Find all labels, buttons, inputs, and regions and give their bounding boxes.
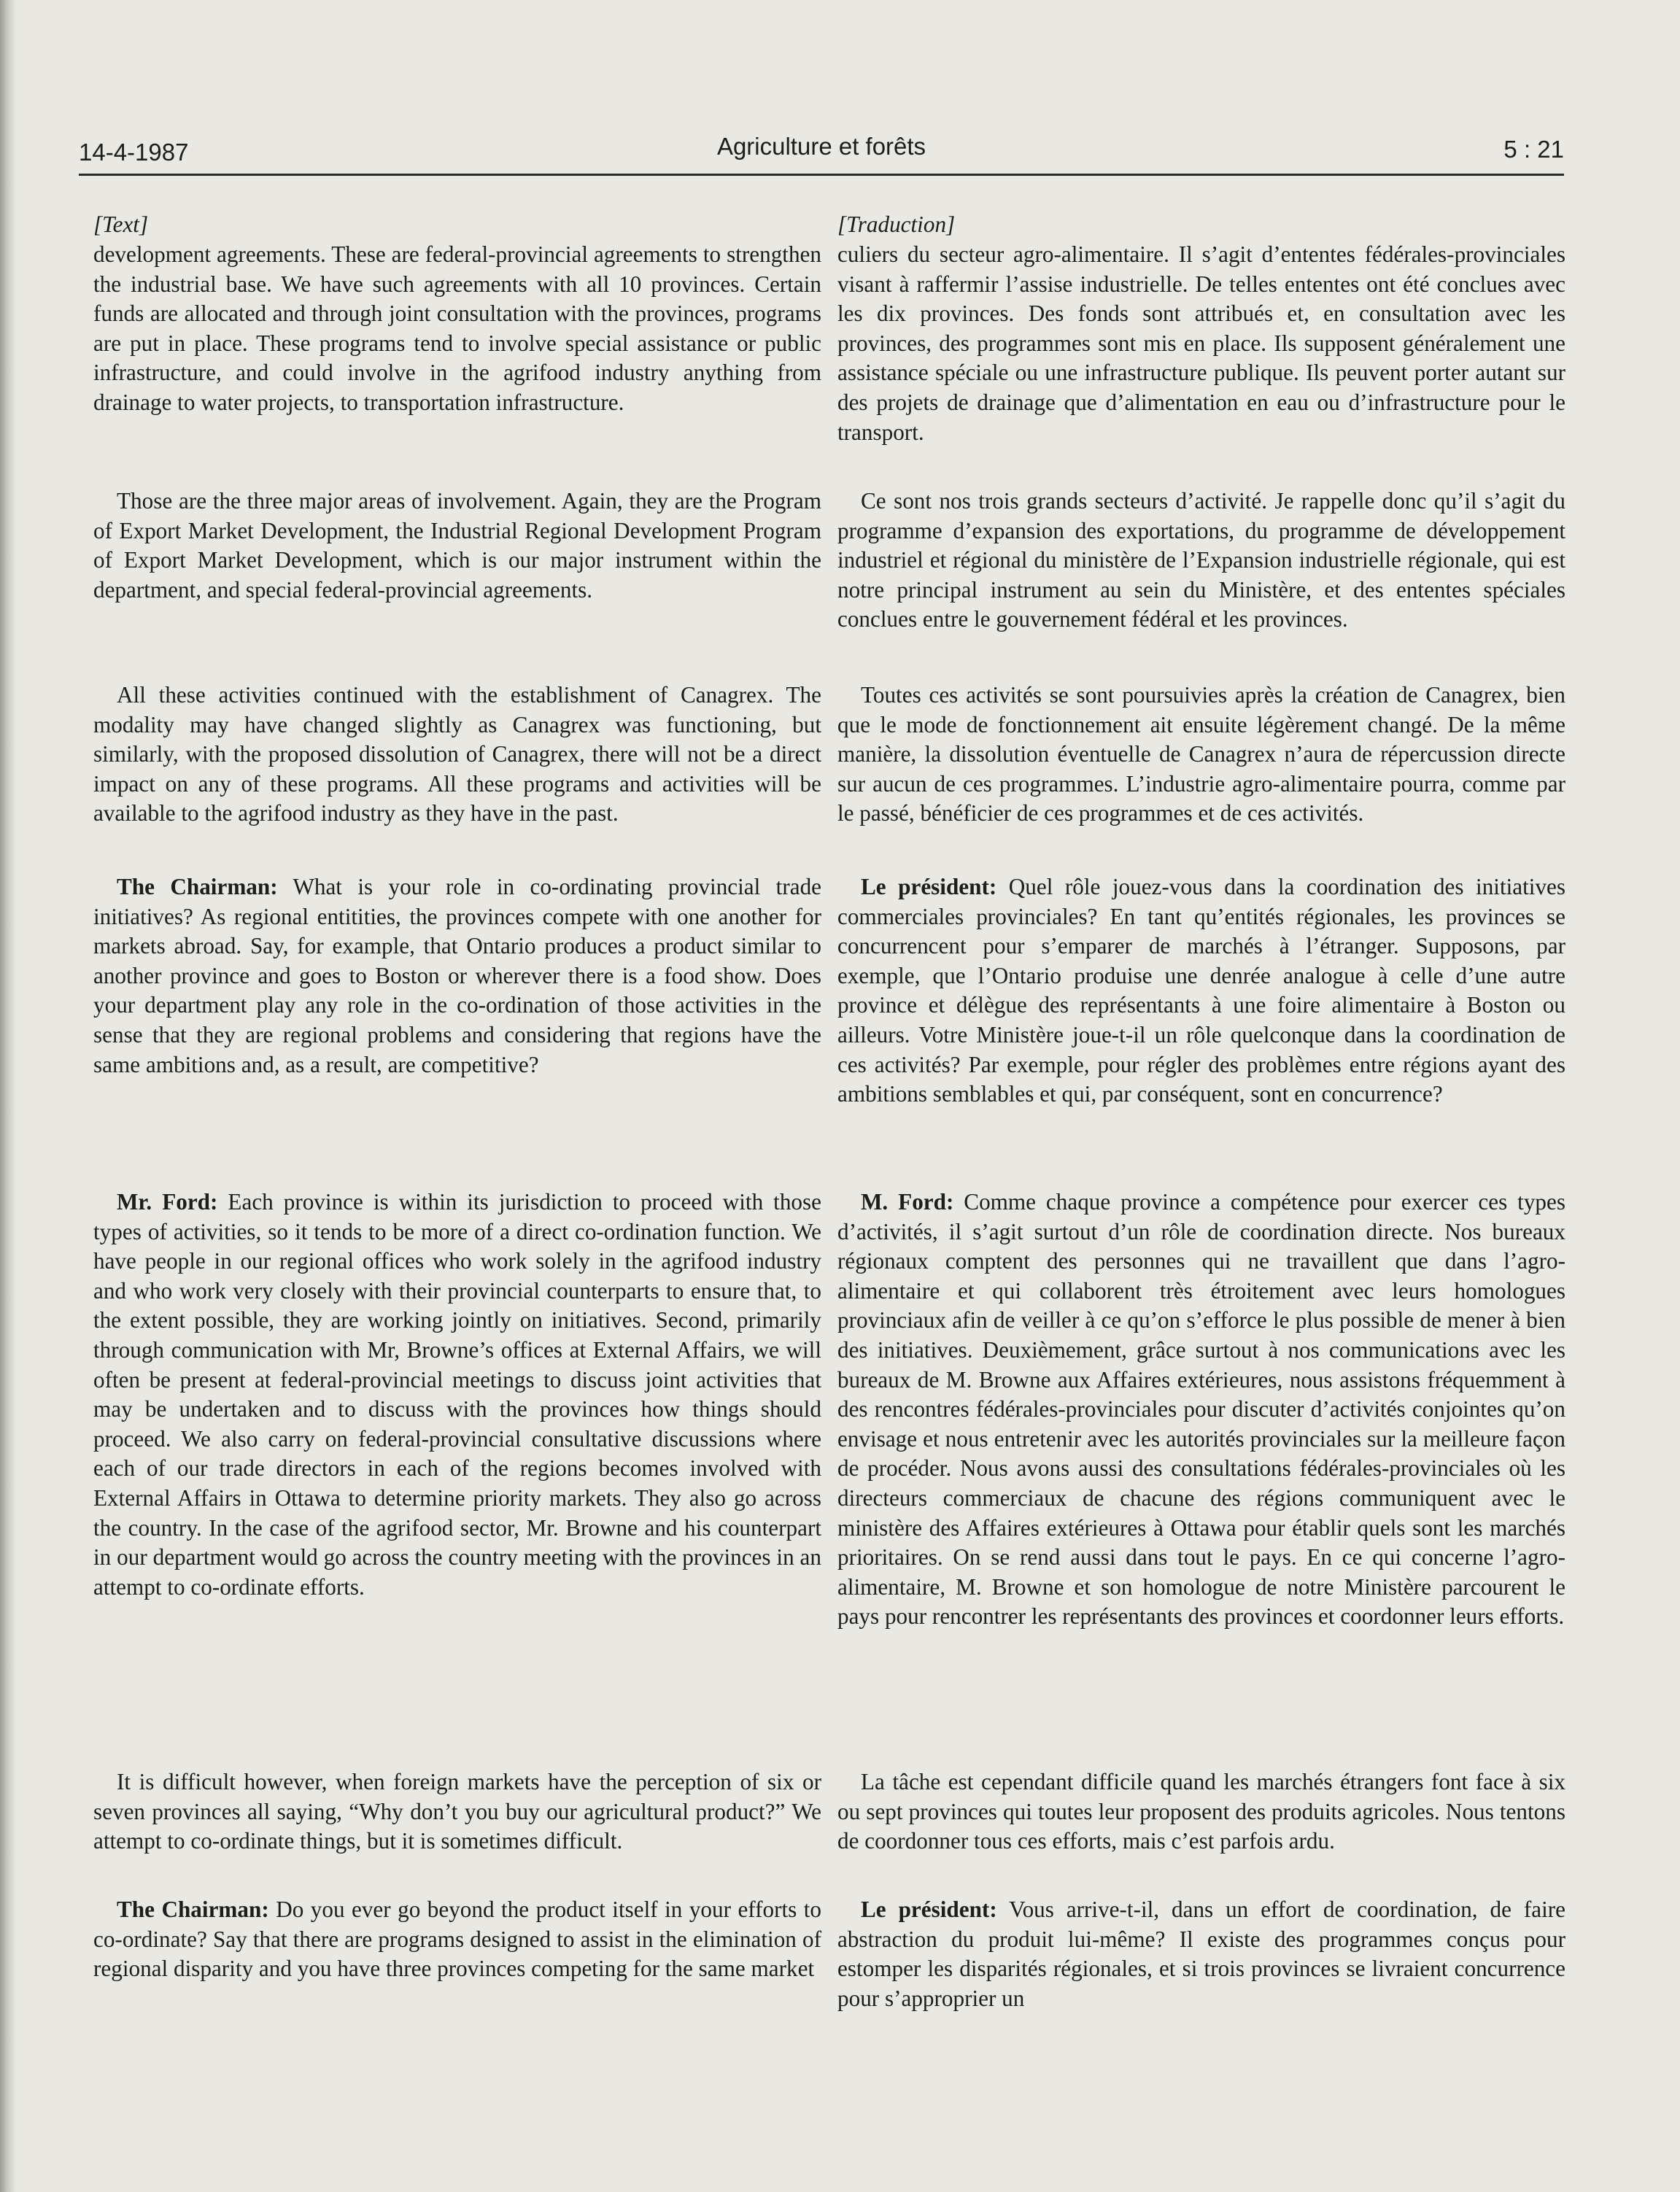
page-header [79, 133, 1564, 174]
paragraph-text: It is difficult however, when foreign markets have the perception of six or seven provinces all saying, “Why don’t you buy our agricultural product?” We attempt to co-ordinate things, but it is sometimes difficult. [93, 1769, 821, 1854]
left-column-label: [Text] [93, 212, 149, 237]
paragraph [93, 872, 821, 1080]
speaker-name: M. Ford: [861, 1189, 954, 1215]
right-column-label: [Traduction] [837, 212, 956, 237]
paragraph-text: culiers du secteur agro-alimentaire. Il s’agit d’ententes fédérales-provinciales visant à raffermir l’assise industrielle. De telles ententes ont été conclues avec les dix provinces. Des fonds sont attribués et, en consultation avec les provinces, des programmes sont mis en place. Ils supposent généralement une assistance spéciale ou une infrastructure publique. Ils peuvent porter autant sur des projets de drainage que d’alimentation en eau ou d’infrastructure pour le transport. [837, 241, 1565, 445]
header-page-number: 5 : 21 [1503, 136, 1564, 163]
paragraph-text: Ce sont nos trois grands secteurs d’activité. Je rappelle donc qu’il s’agit du programme d’expansion des exportations, du programme de développement industriel et régional du ministère de l’Expansion industrielle régionale, qui est notre principal instrument au sein du Ministère, et des ententes spéciales conclues entre le gouvernement fédéral et les provinces. [837, 488, 1565, 632]
paragraph [837, 1767, 1565, 1856]
paragraph [837, 872, 1565, 1109]
paragraph-text: All these activities continued with the establishment of Canagrex. The modality may have changed slightly as Canagrex was functioning, but similarly, with the proposed dissolution of Canagrex, there will not be a direct impact on any of these programs. All these programs and activities will be available to the agrifood industry as they have in the past. [93, 682, 821, 826]
paragraph [837, 681, 1565, 829]
paragraph [837, 487, 1565, 635]
paragraph-text: What is your role in co-ordinating provincial trade initiatives? As regional entitities, the provinces compete with one another for markets abroad. Say, for example, that Ontario produces a product similar to another province and goes to Boston or wherever there is a food show. Does your department play any role in the co-ordination of those activities in the sense that they are regional problems and considering that regions have the same ambitions and, as a result, are competitive? [93, 874, 822, 1077]
paragraph [837, 240, 1565, 447]
speaker-name: Le président: [861, 1897, 997, 1922]
paragraph-text: Those are the three major areas of involvement. Again, they are the Program of Export Market Development, the Industrial Regional Development Program of Export Market Development, which is our major instrument within the department, and special federal-provincial agreements. [93, 488, 821, 603]
paragraph-text: Each province is within its jurisdiction to proceed with those types of activities, so it tends to be more of a direct co-ordination function. We have people in our regional offices who work solely in the agrifood industry and who work very closely with their provincial counterparts to ensure that, to the extent possible, they are working jointly on initiatives. Second, primarily through communication with Mr, Browne’s offices at External Affairs, we will often be present at federal-provincial meetings to discuss joint activities that may be undertaken and to discuss with the provinces how things should proceed. We also carry on federal-provincial consultative discussions where each of our trade directors in each of the regions becomes involved with External Affairs in Ottawa to determine priority markets. They also go across the country. In the case of the agrifood sector, Mr. Browne and his counterpart in our department would go across the country meeting with the provinces in an attempt to co-ordinate efforts. [93, 1189, 822, 1600]
paragraph [93, 1767, 821, 1856]
binding-shadow [0, 0, 16, 2192]
paragraph-text: Comme chaque province a compétence pour exercer ces types d’activités, il s’agit surtout d’un rôle de coordination directe. Nos bureaux régionaux comptent des personnes qui ne travaillent que dans l’agro-alimentaire et qui collaborent très étroitement avec leurs homologues provinciaux afin de veiller à ce qu’on s’efforce le plus possible de mener à bien des initiatives. Deuxièmement, grâce surtout à nos communications avec les bureaux de M. Browne aux Affaires extérieures, nous assistons fréquemment à des rencontres fédérales-provinciales pour discuter d’activités conjointes qu’on envisage et nous entretenir avec les autorités provinciales sur la meilleure façon de procéder. Nous avons aussi des consultations fédérales-provinciales où les directeurs commerciaux de chacune des régions communiquent avec le ministère des Affaires extérieures à Ottawa pour établir quels sont les marchés prioritaires. On se rend aussi dans tout le pays. En ce qui concerne l’agro-alimentaire, M. Browne et son homologue de notre Ministère parcourent le pays pour rencontrer les représentants des provinces et coordonner leurs efforts. [837, 1189, 1565, 1630]
header-title: Agriculture et forêts [716, 133, 926, 160]
speaker-name: Le président: [861, 874, 997, 899]
speaker-name: Mr. Ford: [117, 1189, 218, 1215]
paragraph [93, 487, 821, 605]
paragraph [93, 240, 821, 418]
speaker-name: The Chairman: [117, 874, 278, 899]
paragraph [93, 1188, 821, 1602]
paragraph [837, 1188, 1565, 1632]
paragraph-text: Toutes ces activités se sont poursuivies après la création de Canagrex, bien que le mode de fonctionnement ait ensuite légèrement changé. De la même manière, la dissolution éventuelle de Canagrex n’aura de répercussion directe sur aucun de ces programmes. L’industrie agro-alimentaire pourra, comme par le passé, bénéficier de ces programmes et de ces activités. [837, 682, 1565, 826]
speaker-name: The Chairman: [117, 1897, 269, 1922]
header-rule [79, 174, 1564, 176]
paragraph-text: development agreements. These are federal-provincial agreements to strengthen the industrial base. We have such agreements with all 10 provinces. Certain funds are allocated and through joint consultation with the provinces, programs are put in place. These programs tend to involve special assistance or public infrastructure, and could involve in the agrifood industry anything from drainage to water projects, to transportation infrastructure. [93, 241, 821, 415]
paragraph [837, 1895, 1565, 2013]
paragraph [93, 681, 821, 829]
paragraph-text: La tâche est cependant difficile quand les marchés étrangers font face à six ou sept provinces qui toutes leur proposent des produits agricoles. Nous tentons de coordonner tous ces efforts, mais c’est parfois ardu. [837, 1769, 1565, 1854]
paragraph-text: Do you ever go beyond the product itself in your efforts to co-ordinate? Say that there are programs designed to assist in the elimination of regional disparity and you have three provinces competing for the same market [93, 1897, 822, 1982]
paragraph-text: Vous arrive-t-il, dans un effort de coordination, de faire abstraction du produit lui-même? Il existe des programmes conçus pour estomper les disparités régionales, et si trois provinces se livraient concurrence pour s’approprier un [837, 1897, 1565, 2011]
paragraph [93, 1895, 821, 1984]
header-date: 14-4-1987 [79, 139, 189, 166]
paragraph-text: Quel rôle jouez-vous dans la coordination des initiatives commerciales provinciales? En tant qu’entités régionales, les provinces se concurrencent pour s’emparer de marchés à l’étranger. Supposons, par exemple, que l’Ontario produise une denrée analogue à celle d’une autre province et délègue des représentants à une foire alimentaire à Boston ou ailleurs. Votre Ministère joue-t-il un rôle quelconque dans la coordination de ces activités? Par exemple, pour régler des problèmes entre régions ayant des ambitions semblables et qui, par conséquent, sont en concurrence? [837, 874, 1566, 1107]
